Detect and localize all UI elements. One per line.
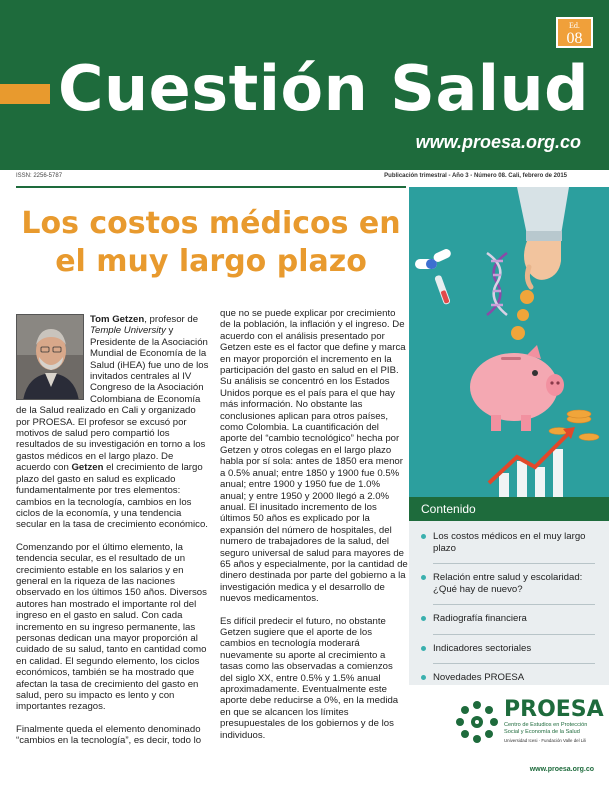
- contents-item: Relación entre salud y escolaridad: ¿Qué hay de nuevo?: [433, 572, 595, 605]
- contents-item: Los costos médicos en el muy largo plazo: [433, 531, 595, 564]
- coin-icon: [511, 290, 534, 340]
- orange-accent-stripe: [0, 84, 50, 104]
- article-title-line1: Los costos médicos en: [21, 206, 401, 241]
- contents-list: [409, 521, 609, 693]
- author-intro-part-2: y Presidente de la Asociación Mundial de Economía de la Salud (iHEA) fue uno de los invitados centrales al IV Congreso de la Asociación Colombiana de Economía de la Salud realizado en Cali y organizado por PROESA. El profesor se excusó por motivos de salud pero compartió los resultados de su investigación en torno a los gastos médicos en el largo plazo. De acuerdo con: [16, 325, 209, 474]
- author-name-2: Getzen: [71, 462, 104, 474]
- author-intro-part-1: , profesor de: [144, 314, 199, 325]
- newsletter-title: Cuestión Salud: [58, 52, 590, 125]
- contents-item: Indicadores sectoriales: [433, 643, 595, 665]
- dna-icon: [487, 253, 507, 315]
- author-name: Tom Getzen: [90, 314, 145, 325]
- proesa-emblem-icon: [454, 699, 500, 745]
- article-column-2: [220, 308, 408, 752]
- article-title-line2: el muy largo plazo: [55, 244, 367, 279]
- growth-chart-icon: [489, 427, 575, 497]
- article-paragraph-4: que no se puede explicar por crecimiento de la población, la inflación y el ingreso. De acuerdo con el análisis presentado por Getzen este es el factor que define y marca en mayor proporción el incremento en la participación del gasto en salud en el PIB. Su análisis se concentró en los Estados Unidos porque es el país para el que hay más información. No obstante las conclusiones aplican para otros países, como Colombia. La cuantificación del aporte del “cambio tecnológico” hecha por Getzen y otros colegas en el largo plazo habla por sí sola: antes de 1850 era menor a 0.5% anual; entre 1850 y 1900 fue 0.5% anual; entre 1900 y 1950 fue de 1.0% anual; y entre 1950 y 2000 llegó a 2.0% anual. El inusitado incremento de los últimos 50 años es explicado por la expansión del número de hospitales, del numero de trabajadores de la salud, del seguro universal de salud para mayores de 65 años y especialmente, por la cantidad de dinero destinada por parte del gobierno a la investigación medica y el desarrollo de nuevos medicamentos.: [220, 308, 408, 605]
- edition-badge: [556, 17, 593, 48]
- author-intro-part-3: el crecimiento de largo plazo del gasto en salud es explicado fundamentalmente por tres elementos: cambios en la tecnología, cambios en los ciclos de la economía, y una tendencia secular en la tasa de crecimiento económico.: [16, 462, 208, 531]
- table-of-contents: [409, 497, 609, 685]
- sleeve-icon: [517, 187, 569, 235]
- edition-number: 08: [566, 30, 583, 47]
- article-paragraph-5: Es difícil predecir el futuro, no obstante Getzen sugiere que el aporte de los cambios en tecnología moderará nuevamente su aporte al crecimiento a tasas como las observadas a comienzos del siglo XX, entre 0.5% y 1.5% anual aproximadamente. Eventualmente este aporte debe reducirse a 0%, en la medida en que se alcancen los límites presupuestales de los gobiernos y de los individuos.: [220, 615, 399, 741]
- masthead-banner: [0, 0, 609, 170]
- divider: [16, 186, 406, 188]
- portrait-icon: [17, 315, 84, 400]
- contents-item: Radiografía financiera: [433, 613, 595, 635]
- footer-website-link[interactable]: www.proesa.org.co: [529, 766, 594, 773]
- logo-partners: Universidad Icesi · Fundación Valle del Lili: [504, 738, 587, 743]
- publication-info-row: [0, 170, 609, 186]
- health-costs-illustration: [409, 187, 609, 497]
- article-column-1: [16, 314, 210, 758]
- logo-subtitle: Centro de Estudios en Protección Social y Economía de la Salud: [504, 722, 588, 735]
- edition-label: Ed.: [569, 21, 580, 30]
- test-tube-icon: [434, 275, 451, 306]
- proesa-logo: [454, 697, 604, 759]
- cover-illustration: [409, 187, 609, 497]
- coin-stack-icon: [549, 410, 599, 441]
- article-title: [16, 205, 406, 281]
- pills-icon: [415, 248, 452, 269]
- logo-name: PROESA: [504, 697, 604, 722]
- publication-info: Publicación trimestral - Año 3 - Número 08. Cali, febrero de 2015: [384, 173, 567, 179]
- author-affiliation: Temple University: [90, 325, 166, 337]
- contents-item: Novedades PROESA: [433, 672, 595, 693]
- piggy-bank-icon: [470, 345, 564, 431]
- article-paragraph-3: Finalmente queda el elemento denominado “cambios en la tecnología”, es decir, todo lo: [16, 723, 202, 747]
- article-paragraph-2: Comenzando por el último elemento, la tendencia secular, es el resultado de un crecimiento estable en los salarios y en general en la riqueza de las naciones observado en los últimos 150 años. Diversos autores han mostrado el importante rol del ingreso en el gasto en salud. Con cada incremento en su ingreso permanente, las personas dedican una mayor proporción al cuidado de su salud, tanto en cantidad como en calidad. El segundo elemento, los ciclos económicos, también se ha mostrado que afectan la tasa de crecimiento del gasto en salud, pero su impacto es lento y con importantes rezagos.: [16, 541, 207, 713]
- author-photo: [16, 314, 84, 400]
- issn: ISSN: 2256-5787: [16, 173, 63, 179]
- website-link[interactable]: www.proesa.org.co: [415, 132, 581, 152]
- contents-heading: Contenido: [409, 497, 609, 521]
